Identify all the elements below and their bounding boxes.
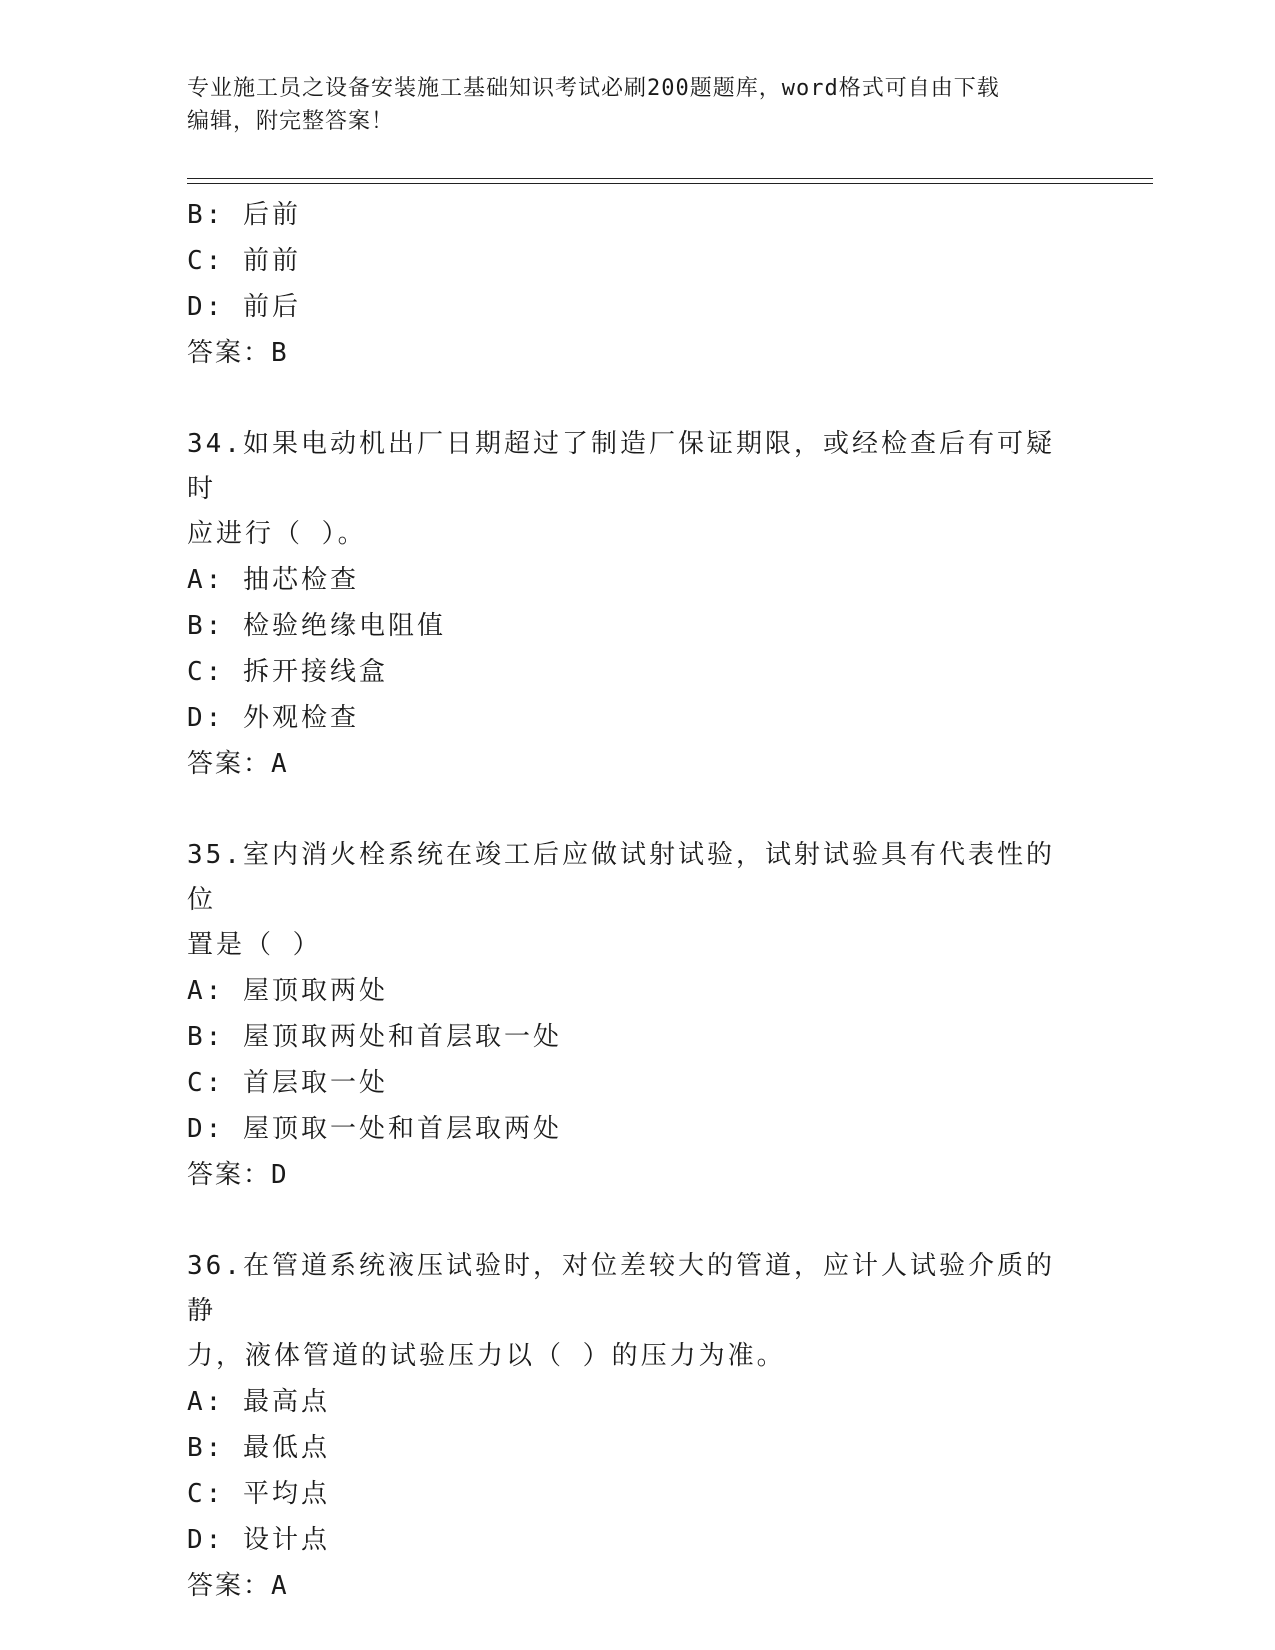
answer-label: 答案： [187,1160,272,1190]
header-title-line2: 编辑，附完整答案！ [187,109,395,134]
prev-question-block [187,192,1087,376]
answer-line [187,741,1087,787]
option-b: B: 检验绝缘电阻值 [187,611,446,641]
answer-value: B [271,338,289,368]
answer-label: 答案： [187,1571,272,1601]
header-divider-top [187,178,1153,179]
answer-value: A [271,749,289,779]
question-stem-line2: 力，液体管道的试验压力以（ ）的压力为准。 [187,1341,786,1371]
question-stem-line1: 35.室内消火栓系统在竣工后应做试射试验，试射试验具有代表性的位 [187,840,1055,915]
option-d: D: 屋顶取一处和首层取两处 [187,1114,562,1144]
option-d: D: 设计点 [187,1525,330,1555]
question-stem-line1: 34.如果电动机出厂日期超过了制造厂保证期限，或经检查后有可疑时 [187,429,1055,504]
answer-value: A [271,1571,289,1601]
question-stem-line2: 应进行（ ）。 [187,519,367,549]
answer-value: D [271,1160,289,1190]
answer-label: 答案： [187,749,272,779]
document-header [187,72,1087,138]
question-block-34 [187,422,1087,787]
option-c: C: 首层取一处 [187,1068,388,1098]
answer-line [187,1563,1087,1609]
option-b: B: 屋顶取两处和首层取一处 [187,1022,562,1052]
option-c: C: 平均点 [187,1479,330,1509]
option-c: C: 拆开接线盒 [187,657,388,687]
question-stem-line2: 置是（ ） [187,930,322,960]
option-c: C: 前前 [187,246,301,276]
option-b: B: 后前 [187,200,301,230]
question-block-36 [187,1244,1087,1609]
option-a: A: 屋顶取两处 [187,976,388,1006]
question-stem-line1: 36.在管道系统液压试验时，对位差较大的管道，应计人试验介质的静 [187,1251,1055,1326]
header-title-line1: 专业施工员之设备安装施工基础知识考试必刷200题题库，word格式可自由下载 [187,76,1000,101]
option-d: D: 外观检查 [187,703,359,733]
option-b: B: 最低点 [187,1433,330,1463]
answer-label: 答案： [187,338,272,368]
answer-line [187,330,1087,376]
question-block-35 [187,833,1087,1198]
question-content [187,192,1087,1609]
option-a: A: 最高点 [187,1387,330,1417]
header-divider-bottom [187,183,1153,184]
option-a: A: 抽芯检查 [187,565,359,595]
answer-line [187,1152,1087,1198]
option-d: D: 前后 [187,292,301,322]
